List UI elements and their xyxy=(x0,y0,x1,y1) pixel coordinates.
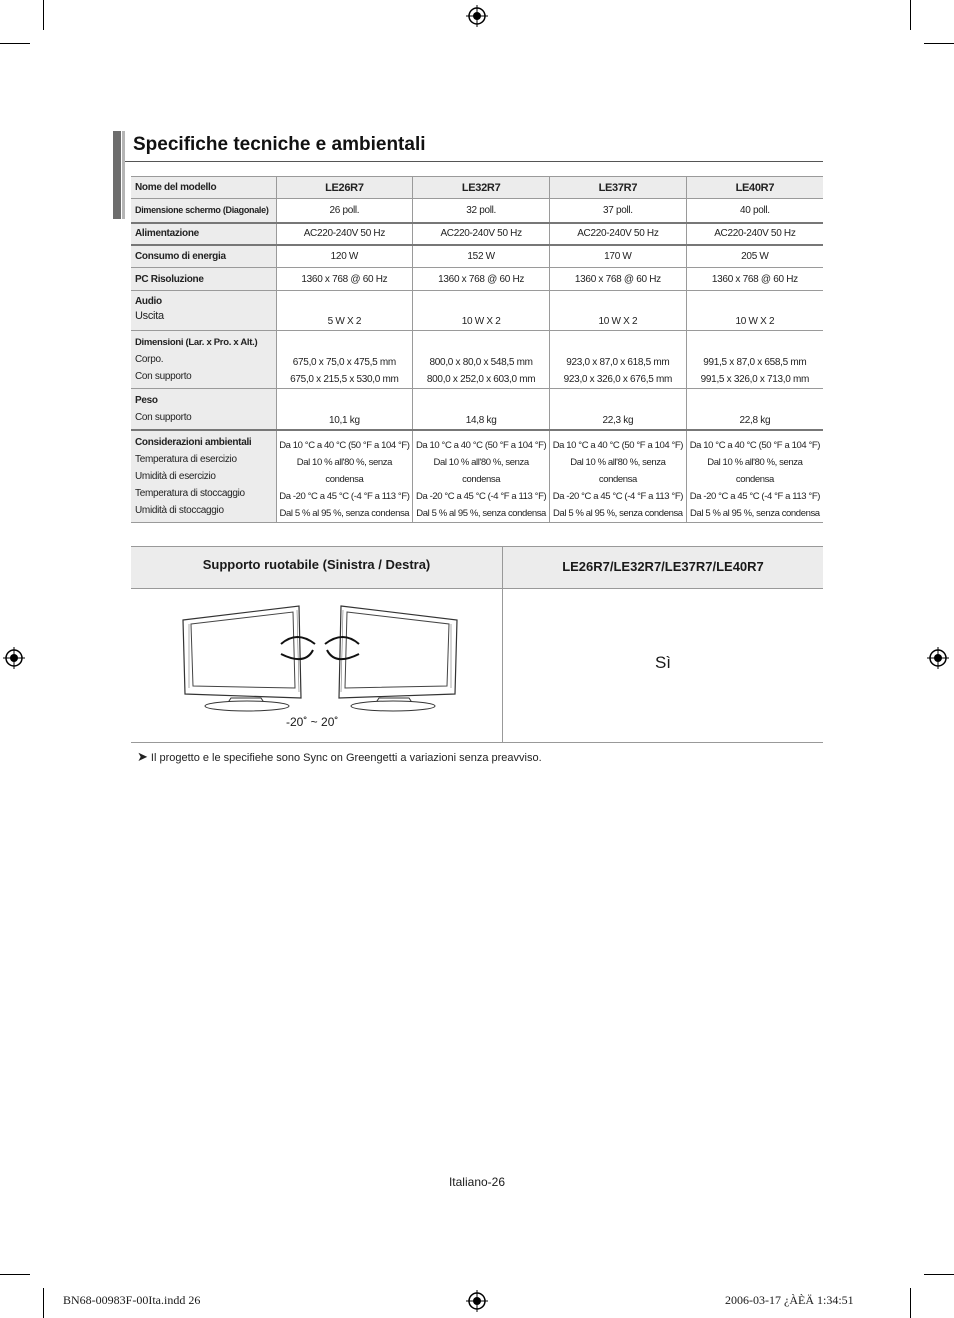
audio-cell xyxy=(686,291,823,331)
env-sub-label: Umidità di stoccaggio xyxy=(135,505,224,516)
env-label-cell xyxy=(131,430,276,523)
crop-mark xyxy=(43,0,44,30)
title-accent-bar xyxy=(122,131,125,219)
env-cell xyxy=(686,430,823,523)
dimensions-label-cell xyxy=(131,331,276,389)
crop-mark xyxy=(0,1274,30,1275)
env-st-temp: Da -20 °C a 45 °C (-4 °F a 113 °F) xyxy=(689,491,820,502)
dimensions-cell xyxy=(686,331,823,389)
swivel-header-right: LE26R7/LE32R7/LE37R7/LE40R7 xyxy=(562,559,764,574)
audio-value: 10 W X 2 xyxy=(735,316,775,327)
table-row xyxy=(131,177,823,199)
spec-table xyxy=(131,176,823,523)
env-st-hum: Dal 5 % al 95 %, senza condensa xyxy=(279,508,410,519)
swivel-tv-illustration xyxy=(181,602,461,712)
env-label: Considerazioni ambientali xyxy=(135,437,252,448)
crop-mark xyxy=(43,1288,44,1318)
power-value: AC220-240V 50 Hz xyxy=(413,223,550,245)
page-title: Specifiche tecniche e ambientali xyxy=(133,134,426,155)
table-row xyxy=(131,430,823,523)
audio-cell xyxy=(413,291,550,331)
pc-resolution-value: 1360 x 768 @ 60 Hz xyxy=(550,268,687,291)
table-row xyxy=(131,389,823,431)
weight-cell xyxy=(686,389,823,431)
screen-value: 40 poll. xyxy=(686,199,823,223)
dimensions-body: 923,0 x 87,0 x 618,5 mm xyxy=(566,357,670,368)
crop-mark xyxy=(910,1288,911,1318)
env-op-hum: Dal 10 % all'80 %, senza condensa xyxy=(707,457,803,485)
power-value: AC220-240V 50 Hz xyxy=(276,223,413,245)
footer-timestamp: 2006-03-17 ¿ÀÈÄ 1:34:51 xyxy=(725,1293,854,1307)
pc-resolution-label: PC Risoluzione xyxy=(131,268,276,291)
registration-mark-icon xyxy=(3,647,25,669)
registration-mark-icon xyxy=(466,1290,488,1312)
env-st-temp: Da -20 °C a 45 °C (-4 °F a 113 °F) xyxy=(279,491,410,502)
crop-mark xyxy=(924,1274,954,1275)
consumption-value: 152 W xyxy=(413,245,550,268)
table-row xyxy=(131,291,823,331)
table-row xyxy=(131,245,823,268)
env-op-hum: Dal 10 % all'80 %, senza condensa xyxy=(570,457,666,485)
weight-value: 22,3 kg xyxy=(602,415,634,426)
note-text: Il progetto e le specifiehe sono Sync on Greengetti a variazioni senza preavviso. xyxy=(150,752,542,764)
dimensions-cell xyxy=(276,331,413,389)
dimensions-sub-label: Con supporto xyxy=(135,371,192,382)
audio-value: 10 W X 2 xyxy=(598,316,638,327)
weight-value: 10,1 kg xyxy=(329,415,360,426)
screen-value: 37 poll. xyxy=(550,199,687,223)
screen-value: 32 poll. xyxy=(413,199,550,223)
weight-label: Peso xyxy=(135,395,158,406)
title-divider xyxy=(125,161,823,162)
env-op-hum: Dal 10 % all'80 %, senza condensa xyxy=(433,457,529,485)
table-row xyxy=(131,331,823,389)
dimensions-label: Dimensioni (Lar. x Pro. x Alt.) xyxy=(135,337,258,348)
env-cell xyxy=(276,430,413,523)
footer-file-info: BN68-00983F-00Ita.indd 26 xyxy=(63,1293,201,1307)
page-number: Italiano-26 xyxy=(448,1175,506,1189)
audio-label: Audio xyxy=(135,296,162,307)
consumption-label: Consumo di energia xyxy=(131,245,276,268)
registration-mark-icon xyxy=(927,647,949,669)
dimensions-cell xyxy=(550,331,687,389)
dimensions-stand: 675,0 x 215,5 x 530,0 mm xyxy=(290,374,399,385)
weight-cell xyxy=(276,389,413,431)
audio-value: 10 W X 2 xyxy=(461,316,501,327)
model-name: LE26R7 xyxy=(276,177,413,199)
swivel-value: Sì xyxy=(654,653,672,672)
dimensions-body: 675,0 x 75,0 x 475,5 mm xyxy=(292,357,396,368)
crop-mark xyxy=(924,43,954,44)
weight-value: 14,8 kg xyxy=(465,415,497,426)
screen-label: Dimensione schermo (Diagonale) xyxy=(131,199,276,223)
weight-cell xyxy=(413,389,550,431)
env-st-hum: Dal 5 % al 95 %, senza condensa xyxy=(690,508,820,519)
dimensions-body: 991,5 x 87,0 x 658,5 mm xyxy=(703,357,807,368)
env-sub-label: Temperatura di stoccaggio xyxy=(135,488,245,499)
title-accent-bar xyxy=(113,131,121,219)
audio-cell xyxy=(276,291,413,331)
env-sub-label: Umidità di esercizio xyxy=(135,471,216,482)
crop-mark xyxy=(910,0,911,30)
dimensions-stand: 923,0 x 326,0 x 676,5 mm xyxy=(563,374,673,385)
consumption-value: 170 W xyxy=(550,245,687,268)
swivel-divider xyxy=(502,547,503,742)
model-label: Nome del modello xyxy=(131,177,276,199)
weight-sub-label: Con supporto xyxy=(135,412,192,423)
model-name: LE32R7 xyxy=(413,177,550,199)
env-op-temp: Da 10 °C a 40 °C (50 °F a 104 °F) xyxy=(689,440,821,451)
audio-label-cell xyxy=(131,291,276,331)
pc-resolution-value: 1360 x 768 @ 60 Hz xyxy=(413,268,550,291)
audio-value: 5 W X 2 xyxy=(327,316,362,327)
weight-cell xyxy=(550,389,687,431)
model-name: LE40R7 xyxy=(686,177,823,199)
env-st-temp: Da -20 °C a 45 °C (-4 °F a 113 °F) xyxy=(552,491,683,502)
swivel-table xyxy=(131,546,823,743)
audio-cell xyxy=(550,291,687,331)
env-st-temp: Da -20 °C a 45 °C (-4 °F a 113 °F) xyxy=(416,491,547,502)
power-value: AC220-240V 50 Hz xyxy=(550,223,687,245)
env-op-hum: Dal 10 % all'80 %, senza condensa xyxy=(296,457,392,485)
model-name: LE37R7 xyxy=(550,177,687,199)
consumption-value: 205 W xyxy=(686,245,823,268)
env-cell xyxy=(550,430,687,523)
weight-value: 22,8 kg xyxy=(739,415,771,426)
power-label: Alimentazione xyxy=(131,223,276,245)
dimensions-cell xyxy=(413,331,550,389)
power-value: AC220-240V 50 Hz xyxy=(686,223,823,245)
pc-resolution-value: 1360 x 768 @ 60 Hz xyxy=(686,268,823,291)
table-row xyxy=(131,199,823,223)
arrow-icon: ➤ xyxy=(137,749,148,764)
audio-sub-label: Uscita xyxy=(135,310,164,322)
swivel-header-left: Supporto ruotabile (Sinistra / Destra) xyxy=(202,557,431,572)
swivel-angle: -20˚ ~ 20˚ xyxy=(286,715,339,729)
disclaimer-note xyxy=(137,749,542,765)
env-st-hum: Dal 5 % al 95 %, senza condensa xyxy=(416,508,546,519)
screen-value: 26 poll. xyxy=(276,199,413,223)
dimensions-stand: 991,5 x 326,0 x 713,0 mm xyxy=(700,374,810,385)
env-op-temp: Da 10 °C a 40 °C (50 °F a 104 °F) xyxy=(415,440,547,451)
dimensions-sub-label: Corpo. xyxy=(135,354,164,365)
weight-label-cell xyxy=(131,389,276,431)
dimensions-stand: 800,0 x 252,0 x 603,0 mm xyxy=(426,374,536,385)
env-sub-label: Temperatura di esercizio xyxy=(135,454,237,465)
table-row xyxy=(131,223,823,245)
crop-mark xyxy=(0,43,30,44)
env-op-temp: Da 10 °C a 40 °C (50 °F a 104 °F) xyxy=(552,440,684,451)
consumption-value: 120 W xyxy=(276,245,413,268)
env-cell xyxy=(413,430,550,523)
env-st-hum: Dal 5 % al 95 %, senza condensa xyxy=(553,508,683,519)
dimensions-body: 800,0 x 80,0 x 548,5 mm xyxy=(429,357,533,368)
env-op-temp: Da 10 °C a 40 °C (50 °F a 104 °F) xyxy=(279,440,410,451)
pc-resolution-value: 1360 x 768 @ 60 Hz xyxy=(276,268,413,291)
registration-mark-icon xyxy=(466,5,488,27)
table-row xyxy=(131,268,823,291)
